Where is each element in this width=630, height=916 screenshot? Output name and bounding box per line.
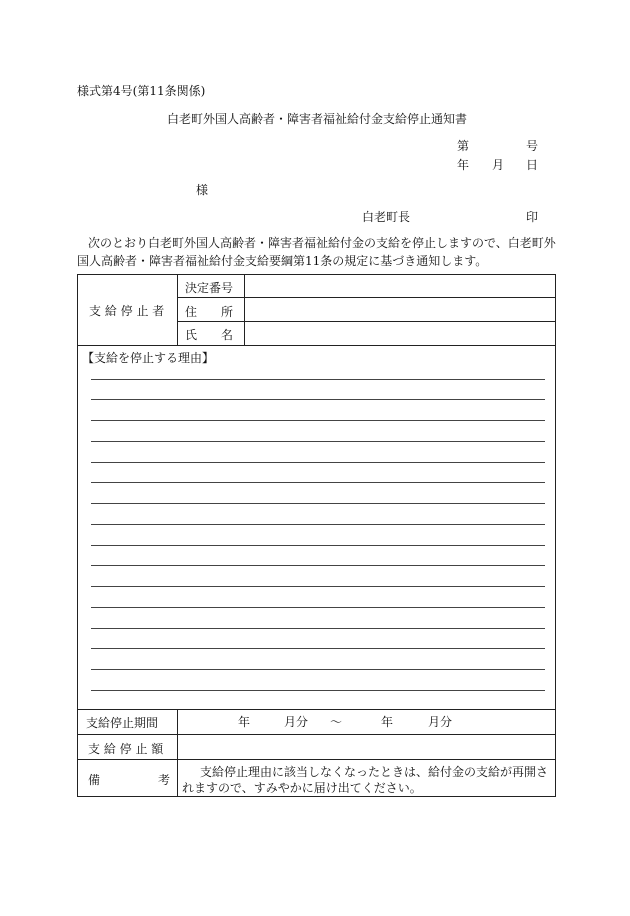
ruled-line <box>91 379 545 380</box>
seal-mark: 印 <box>526 210 539 224</box>
period-label: 支給停止期間 <box>86 716 159 730</box>
remarks-text-line-1: 支給停止理由に該当しなくなったときは、給付金の支給が再開さ <box>200 765 549 779</box>
remarks-text-line-2: れますので、すみやかに届け出てください。 <box>182 781 422 795</box>
doc-number-dai: 第 <box>457 139 470 153</box>
ruled-line <box>91 628 545 629</box>
ruled-line <box>91 565 545 566</box>
date-day: 日 <box>526 158 539 172</box>
ruled-line <box>91 503 545 504</box>
ruled-line <box>91 690 545 691</box>
date-month: 月 <box>492 158 505 172</box>
amount-label: 支 給 停 止 額 <box>88 742 164 756</box>
reason-field[interactable] <box>79 367 555 707</box>
period-from-month: 月分 <box>284 715 309 729</box>
period-to-month: 月分 <box>428 715 453 729</box>
ruled-line <box>91 524 545 525</box>
period-from-year: 年 <box>238 715 251 729</box>
ruled-line <box>91 607 545 608</box>
body-text-line-1: 次のとおり白老町外国人高齢者・障害者福祉給付金の支給を停止しますので、白老町外 <box>88 236 556 250</box>
reason-label: 【支給を停止する理由】 <box>82 351 215 365</box>
ruled-line <box>91 648 545 649</box>
ruled-line <box>91 420 545 421</box>
amount-field[interactable] <box>178 735 556 759</box>
section-divider <box>78 345 556 346</box>
decision-number-label: 決定番号 <box>185 281 234 295</box>
form-number: 様式第4号(第11条関係) <box>77 84 206 98</box>
decision-number-field[interactable] <box>245 276 556 297</box>
ruled-line <box>91 669 545 670</box>
remarks-label-left: 備 <box>88 773 101 787</box>
recipient-header-divider <box>177 275 178 345</box>
ruled-line <box>91 586 545 587</box>
ruled-line <box>91 462 545 463</box>
body-text-line-2: 国人高齢者・障害者福祉給付金支給要綱第11条の規定に基づき通知します。 <box>77 254 488 268</box>
date-year: 年 <box>457 158 470 172</box>
recipient-header: 支 給 停 止 者 <box>89 304 165 318</box>
ruled-line <box>91 399 545 400</box>
doc-number-go: 号 <box>526 139 539 153</box>
ruled-line <box>91 482 545 483</box>
address-field[interactable] <box>245 298 556 321</box>
sender-name: 白老町長 <box>362 210 411 224</box>
addressee-suffix: 様 <box>196 183 209 197</box>
period-to-year: 年 <box>381 715 394 729</box>
document-title: 白老町外国人高齢者・障害者福祉給付金支給停止通知書 <box>167 112 468 126</box>
row-divider <box>78 759 556 760</box>
notice-form-table <box>77 274 556 797</box>
name-field[interactable] <box>245 322 556 345</box>
name-label: 氏 名 <box>185 328 234 342</box>
period-separator: 〜 <box>330 715 343 729</box>
ruled-line <box>91 545 545 546</box>
address-label: 住 所 <box>185 305 234 319</box>
ruled-line <box>91 441 545 442</box>
period-field[interactable] <box>178 710 556 734</box>
remarks-label-right: 考 <box>158 773 171 787</box>
